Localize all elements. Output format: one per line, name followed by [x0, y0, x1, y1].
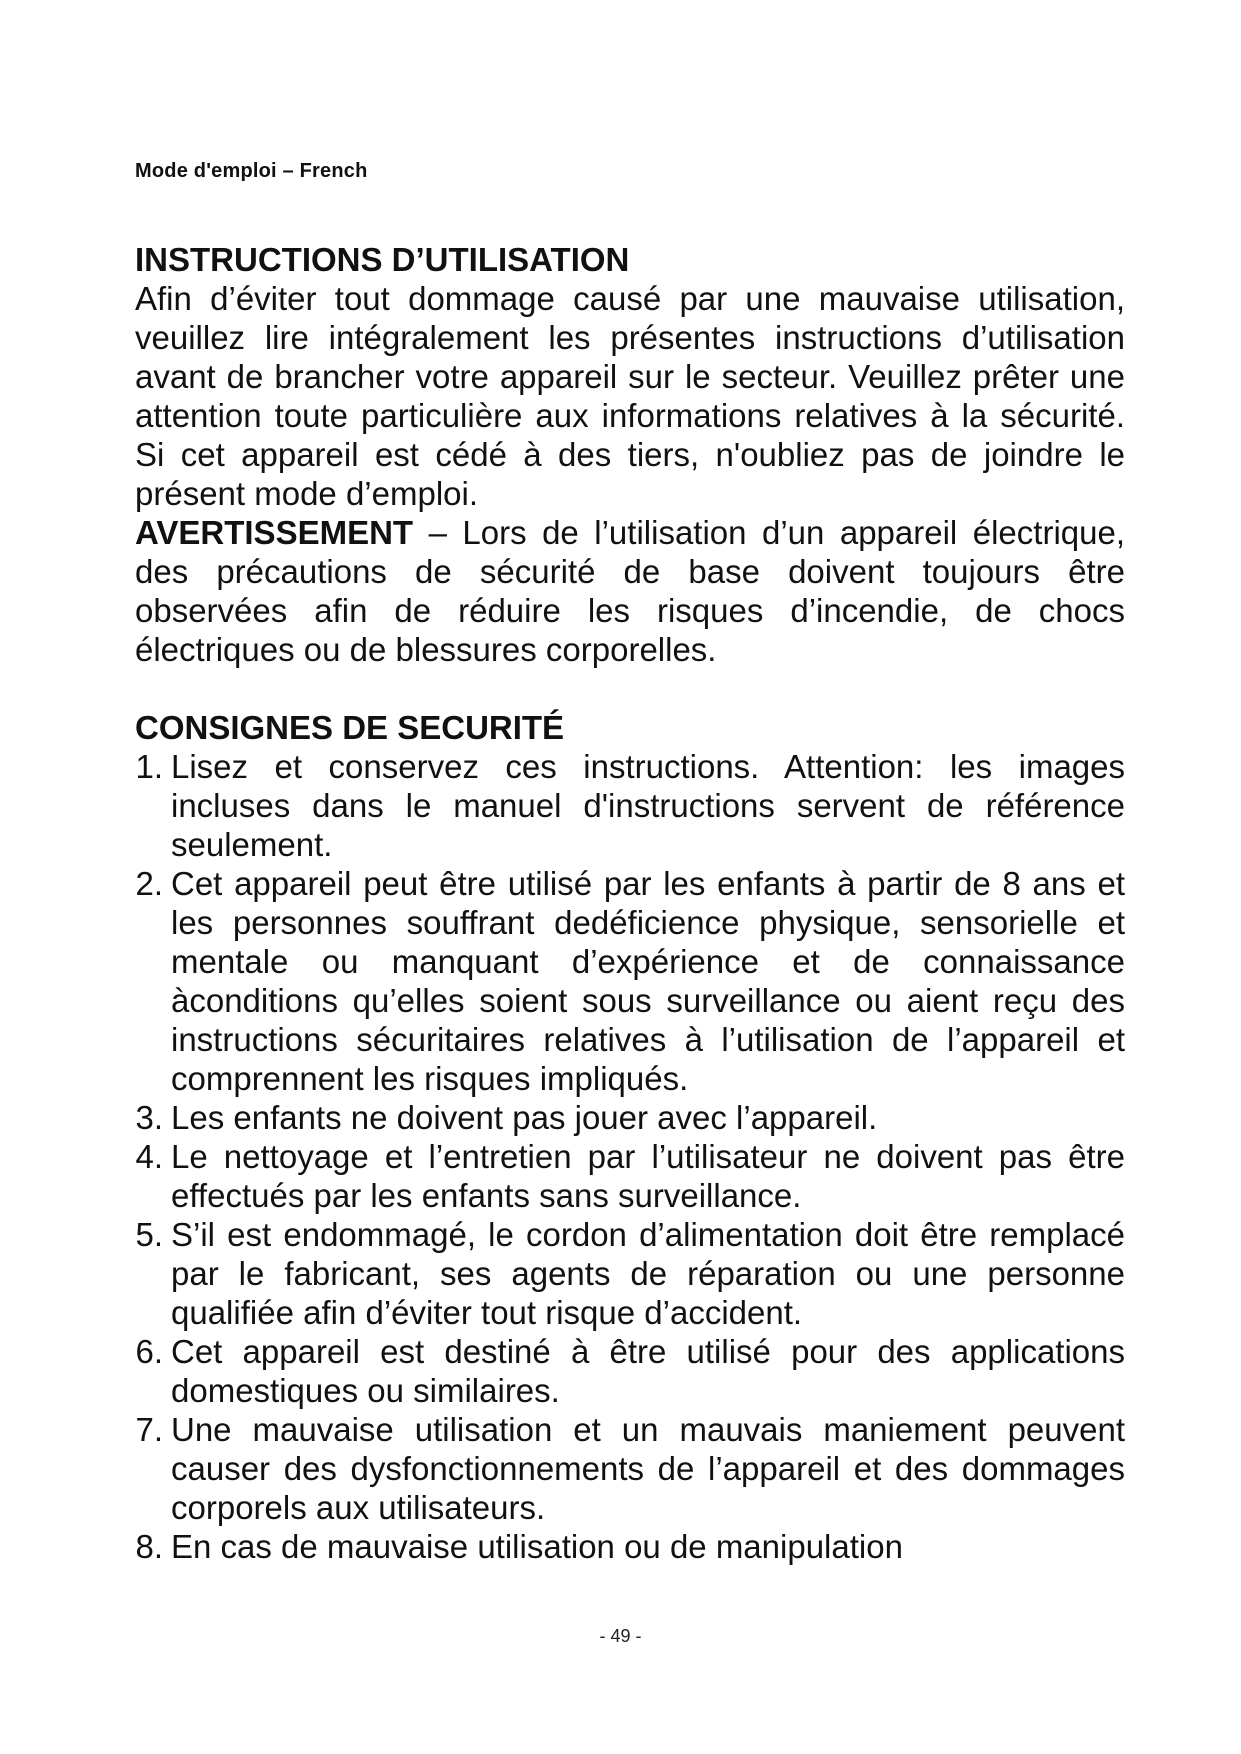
list-item: [135, 1410, 1125, 1527]
list-item: [135, 1527, 1125, 1566]
warning-label: AVERTISSEMENT: [135, 514, 414, 551]
list-item-text: Lisez et conservez ces instructions. Attention: les images incluses dans le manuel d'instructions servent de référence seulement.: [171, 748, 1125, 863]
list-item: [135, 747, 1125, 864]
list-item-number: 4.: [135, 1138, 163, 1175]
list-item-text: En cas de mauvaise utilisation ou de manipulation: [171, 1528, 903, 1565]
instructions-paragraph: Afin d’éviter tout dommage causé par une mauvaise utilisation, veuillez lire intégralement les présentes instructions d’utilisation avant de brancher votre appareil sur le secteur. Veuillez prêter une attention toute particulière aux informations relatives à la sécurité. Si cet appareil est cédé à des tiers, n'oubliez pas de joindre le présent mode d’emploi.: [135, 280, 1125, 512]
list-item-number: 5.: [135, 1216, 163, 1253]
list-item-number: 1.: [135, 748, 163, 785]
list-item-text: Les enfants ne doivent pas jouer avec l’appareil.: [171, 1099, 878, 1136]
list-item-text: Le nettoyage et l’entretien par l’utilisateur ne doivent pas être effectués par les enfants sans surveillance.: [171, 1138, 1125, 1214]
safety-list: [135, 747, 1125, 1566]
instructions-heading: INSTRUCTIONS D’UTILISATION: [135, 241, 630, 278]
list-item-number: 2.: [135, 865, 163, 902]
section-spacer: [135, 669, 1125, 708]
list-item-text: Une mauvaise utilisation et un mauvais maniement peuvent causer des dysfonctionnements de l’appareil et des dommages corporels aux utilisateurs.: [171, 1411, 1125, 1526]
list-item: [135, 1137, 1125, 1215]
list-item-text: Cet appareil est destiné à être utilisé pour des applications domestiques ou similaires.: [171, 1333, 1125, 1409]
warning-paragraph: [135, 513, 1125, 669]
document-header: Mode d'emploi – French: [135, 160, 368, 182]
main-content: [135, 240, 1125, 1566]
list-item-number: 3.: [135, 1099, 163, 1136]
list-item-number: 6.: [135, 1333, 163, 1370]
warning-text: – Lors de l’utilisation d’un appareil électrique, des précautions de sécurité de base doivent toujours être observées afin de réduire les risques d’incendie, de chocs électriques ou de blessures corporelles.: [135, 514, 1125, 668]
list-item: [135, 1332, 1125, 1410]
list-item: [135, 864, 1125, 1098]
list-item-number: 8.: [135, 1528, 163, 1565]
list-item: [135, 1098, 1125, 1137]
list-item: [135, 1215, 1125, 1332]
list-item-text: Cet appareil peut être utilisé par les enfants à partir de 8 ans et les personnes souffrant dedéficience physique, sensorielle et mentale ou manquant d’expérience et de connaissance àconditions qu’elles soient sous surveillance ou aient reçu des instructions sécuritaires relatives à l’utilisation de l’appareil et comprennent les risques impliqués.: [171, 865, 1125, 1097]
list-item-text: S’il est endommagé, le cordon d’alimentation doit être remplacé par le fabricant, ses agents de réparation ou une personne qualifiée afin d’éviter tout risque d’accident.: [171, 1216, 1125, 1331]
page-number: - 49 -: [599, 1626, 642, 1646]
list-item-number: 7.: [135, 1411, 163, 1448]
safety-heading: CONSIGNES DE SECURITÉ: [135, 709, 565, 746]
